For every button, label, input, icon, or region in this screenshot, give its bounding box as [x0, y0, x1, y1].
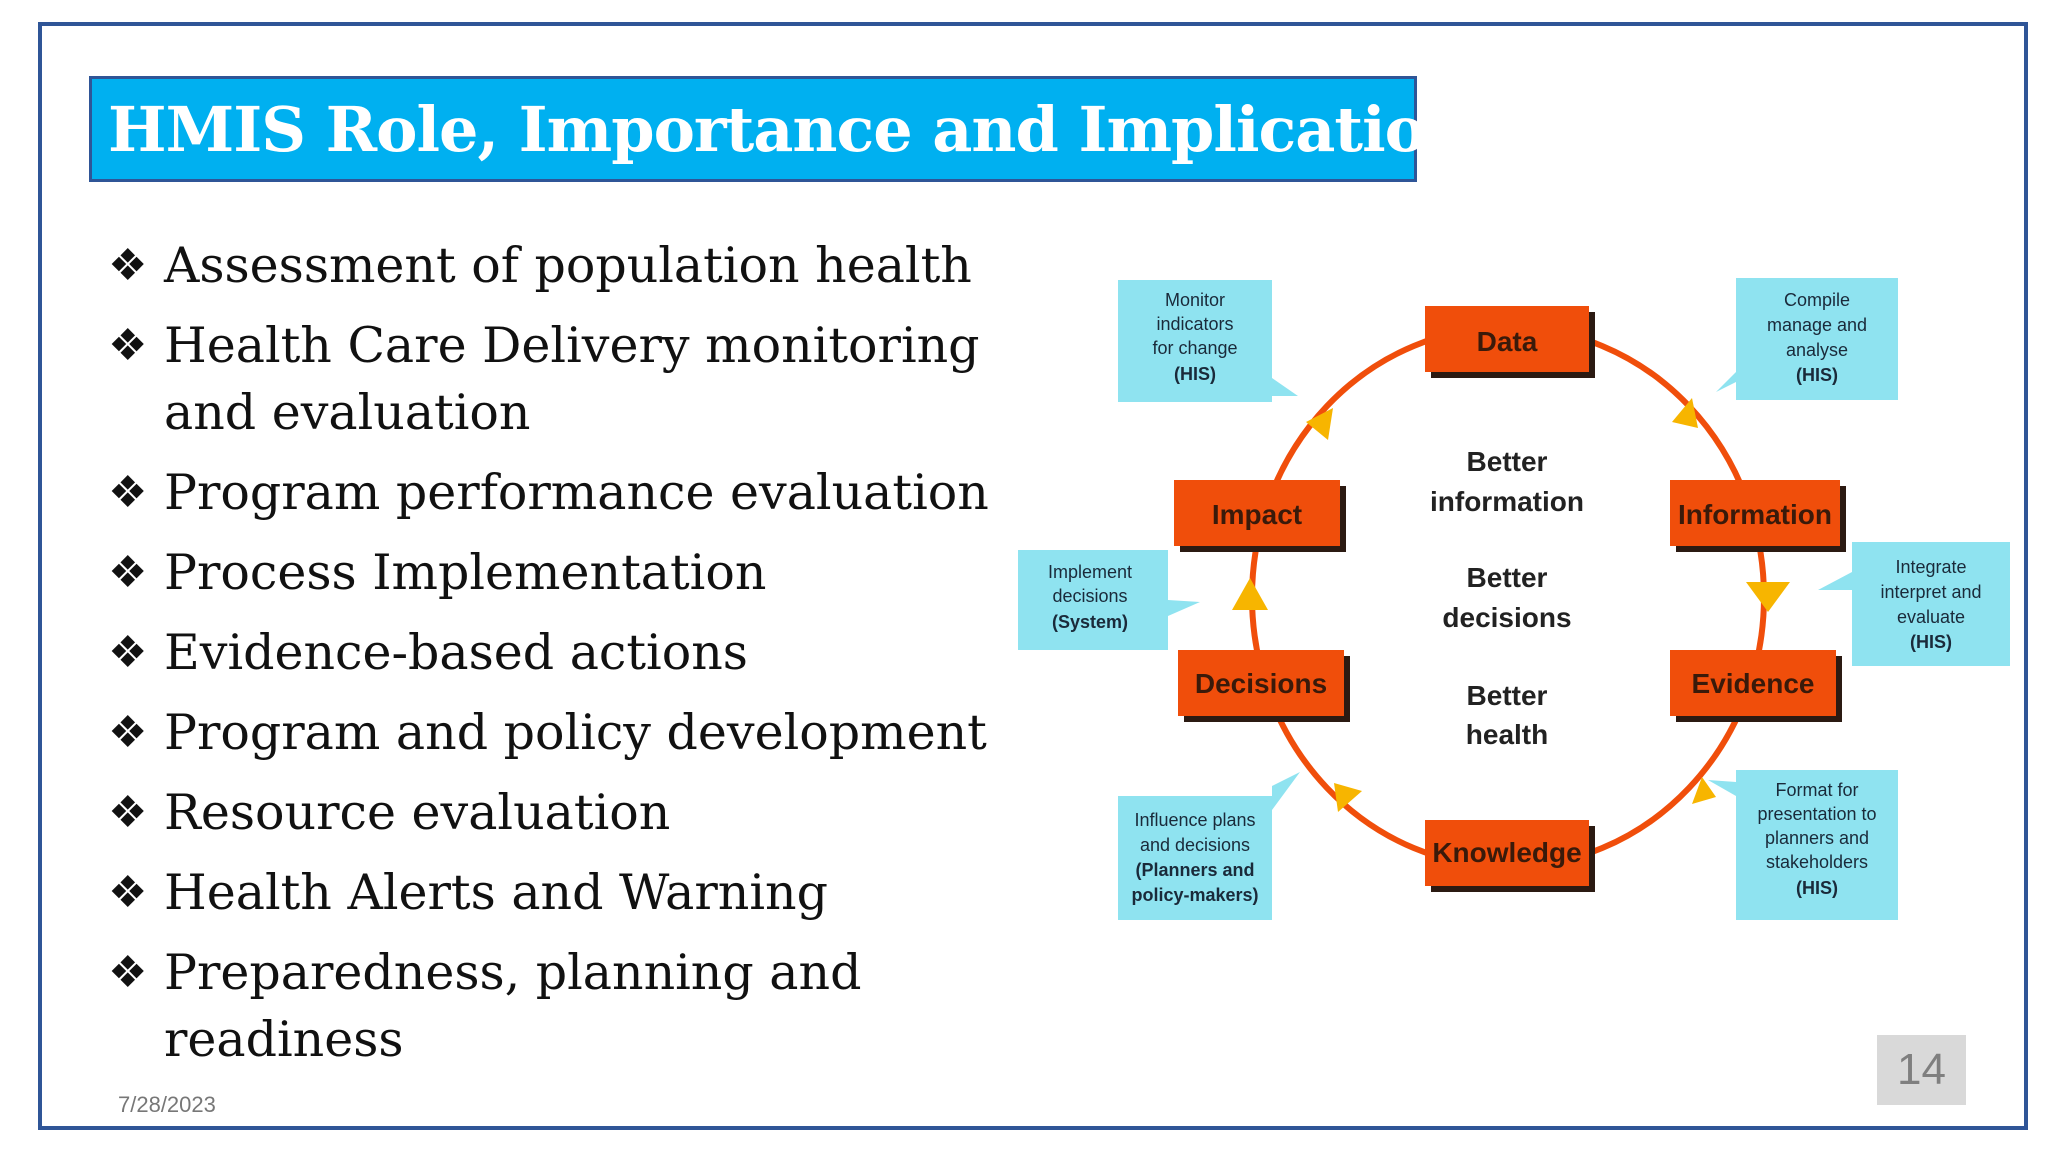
svg-text:Format for: Format for	[1775, 780, 1859, 800]
list-item: ❖ Evidence-based actions	[108, 619, 1008, 686]
list-item: ❖ Process Implementation	[108, 539, 1008, 606]
svg-text:interpret and: interpret and	[1880, 582, 1982, 602]
svg-text:Compile: Compile	[1783, 290, 1851, 310]
svg-text:stakeholders: stakeholders	[1765, 852, 1869, 872]
list-item: ❖ Health Care Delivery monitoring and evaluation	[108, 312, 1008, 446]
node-information	[1670, 480, 1846, 552]
title-bar	[89, 76, 1503, 182]
svg-text:information: information	[1430, 486, 1584, 517]
svg-text:Better: Better	[1466, 446, 1548, 477]
diamond-bullet-icon: ❖	[108, 867, 148, 918]
hmis-cycle-diagram	[1000, 260, 2030, 940]
svg-text:manage and: manage and	[1766, 315, 1868, 335]
diamond-bullet-icon: ❖	[108, 467, 148, 518]
svg-text:presentation to: presentation to	[1757, 804, 1877, 824]
svg-text:Evidence: Evidence	[1691, 668, 1815, 699]
list-item: ❖ Resource evaluation	[108, 779, 1008, 846]
diamond-bullet-icon: ❖	[108, 947, 148, 998]
center-text	[1430, 446, 1584, 750]
svg-text:planners and: planners and	[1764, 828, 1870, 848]
svg-text:(HIS): (HIS)	[1796, 365, 1838, 385]
svg-text:health: health	[1465, 719, 1549, 750]
node-decisions	[1178, 650, 1350, 722]
svg-text:(HIS): (HIS)	[1796, 878, 1838, 898]
diamond-bullet-icon: ❖	[108, 627, 148, 678]
bullet-list	[108, 232, 1008, 1086]
node-evidence	[1670, 650, 1842, 722]
node-knowledge	[1425, 820, 1595, 892]
diamond-bullet-icon: ❖	[108, 240, 148, 291]
list-item: ❖ Health Alerts and Warning	[108, 859, 1008, 926]
svg-text:indicators: indicators	[1156, 314, 1234, 334]
slide-date: 7/28/2023	[118, 1092, 216, 1117]
page-number: 14	[1877, 1035, 1966, 1105]
svg-text:Monitor: Monitor	[1164, 290, 1226, 310]
svg-text:for change: for change	[1152, 338, 1238, 358]
svg-text:Decisions: Decisions	[1194, 668, 1328, 699]
list-item: ❖ Preparedness, planning and readiness	[108, 939, 1008, 1073]
svg-text:Integrate: Integrate	[1895, 557, 1967, 577]
svg-text:(Planners and: (Planners and	[1135, 860, 1255, 880]
list-item: ❖ Assessment of population health	[108, 232, 1008, 299]
diamond-bullet-icon: ❖	[108, 547, 148, 598]
svg-text:(HIS): (HIS)	[1910, 632, 1952, 652]
list-item: ❖ Program and policy development	[108, 699, 1008, 766]
svg-text:Knowledge: Knowledge	[1432, 837, 1582, 868]
list-item: ❖ Program performance evaluation	[108, 459, 1008, 526]
diamond-bullet-icon: ❖	[108, 787, 148, 838]
svg-text:Data: Data	[1476, 326, 1538, 357]
diamond-bullet-icon: ❖	[108, 707, 148, 758]
diamond-bullet-icon: ❖	[108, 320, 148, 371]
svg-text:policy-makers): policy-makers)	[1131, 885, 1259, 905]
svg-text:Influence plans: Influence plans	[1134, 810, 1256, 830]
arrow-icon	[1746, 582, 1790, 612]
svg-text:Implement: Implement	[1047, 562, 1133, 582]
svg-text:(System): (System)	[1051, 612, 1129, 632]
svg-text:decisions: decisions	[1442, 602, 1572, 633]
svg-text:analyse: analyse	[1785, 340, 1849, 360]
arrow-icon	[1232, 578, 1268, 610]
svg-text:decisions: decisions	[1052, 586, 1128, 606]
svg-text:(HIS): (HIS)	[1174, 364, 1216, 384]
svg-text:Better: Better	[1466, 680, 1548, 711]
slide-title: HMIS Role, Importance and Implications	[108, 92, 1503, 166]
svg-text:Impact: Impact	[1211, 499, 1303, 530]
svg-text:and decisions: and decisions	[1139, 835, 1251, 855]
svg-text:evaluate: evaluate	[1896, 607, 1966, 627]
node-impact	[1174, 480, 1346, 552]
svg-text:Better: Better	[1466, 562, 1548, 593]
svg-text:Information: Information	[1678, 499, 1832, 530]
cycle-svg	[1000, 260, 2030, 940]
node-data	[1425, 306, 1595, 378]
callout-implement-text	[1048, 562, 1132, 632]
